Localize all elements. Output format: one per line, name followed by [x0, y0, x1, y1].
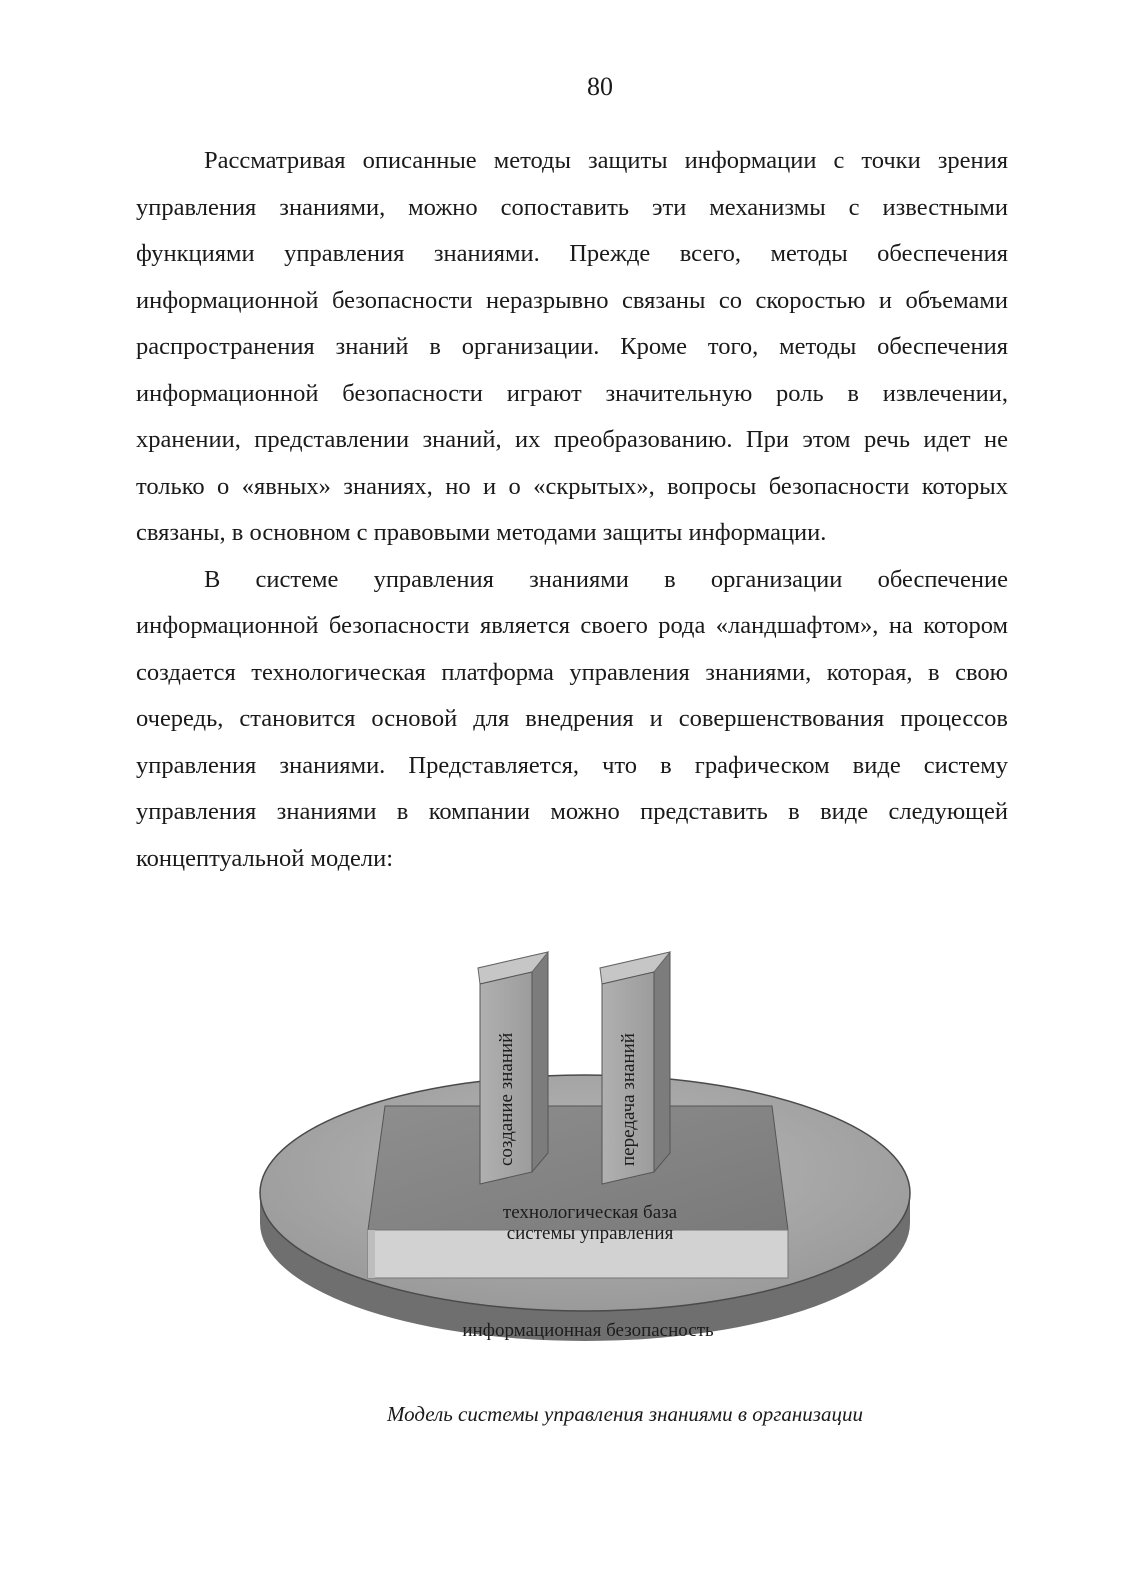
- pillar-knowledge-creation: [478, 952, 548, 1184]
- base-label-line1: технологическая база: [502, 1202, 678, 1223]
- pillar-left-label: создание знаний: [496, 1032, 517, 1166]
- base-edge: [368, 1230, 375, 1278]
- pillar-knowledge-transfer: [600, 952, 670, 1184]
- base-label-line2: системы управления: [506, 1223, 674, 1244]
- paragraph-2: В системе управления знаниями в организации обеспечение информационной безопасности является своего рода «ландшафтом», на котором создается технологическая платформа управления знаниями, которая, в свою очередь, становится основой для внедрения и совершенствования процессов управления знаниями. Представляется, что в графическом виде систему управления знаниями в компании можно представить в виде следующей концептуальной модели:: [136, 565, 1008, 872]
- paragraph-1: Рассматривая описанные методы защиты информации с точки зрения управления знаниями, можно сопоставить эти механизмы с известными функциями управления знаниями. Прежде всего, методы обеспечения информационной безопасности неразрывно связаны со скоростью и объемами распространения знаний в организации. Кроме того, методы обеспечения информационной безопасности играют значительную роль в извлечении, хранении, представлении знаний, их преобразованию. При этом речь идет не только о «явных» знаниях, но и о «скрытых», вопросы безопасности которых связаны, в основном с правовыми методами защиты информации.: [136, 147, 1008, 546]
- page-number: 80: [587, 72, 613, 101]
- body-text: [136, 138, 1008, 882]
- technology-base: [368, 1106, 788, 1278]
- platform-label: информационная безопасность: [462, 1320, 714, 1341]
- knowledge-model-figure: [250, 938, 930, 1378]
- pillar-right-label: передача знаний: [618, 1033, 639, 1166]
- knowledge-model-diagram: [250, 938, 930, 1378]
- figure-caption: Модель системы управления знаниями в организации: [386, 1402, 864, 1426]
